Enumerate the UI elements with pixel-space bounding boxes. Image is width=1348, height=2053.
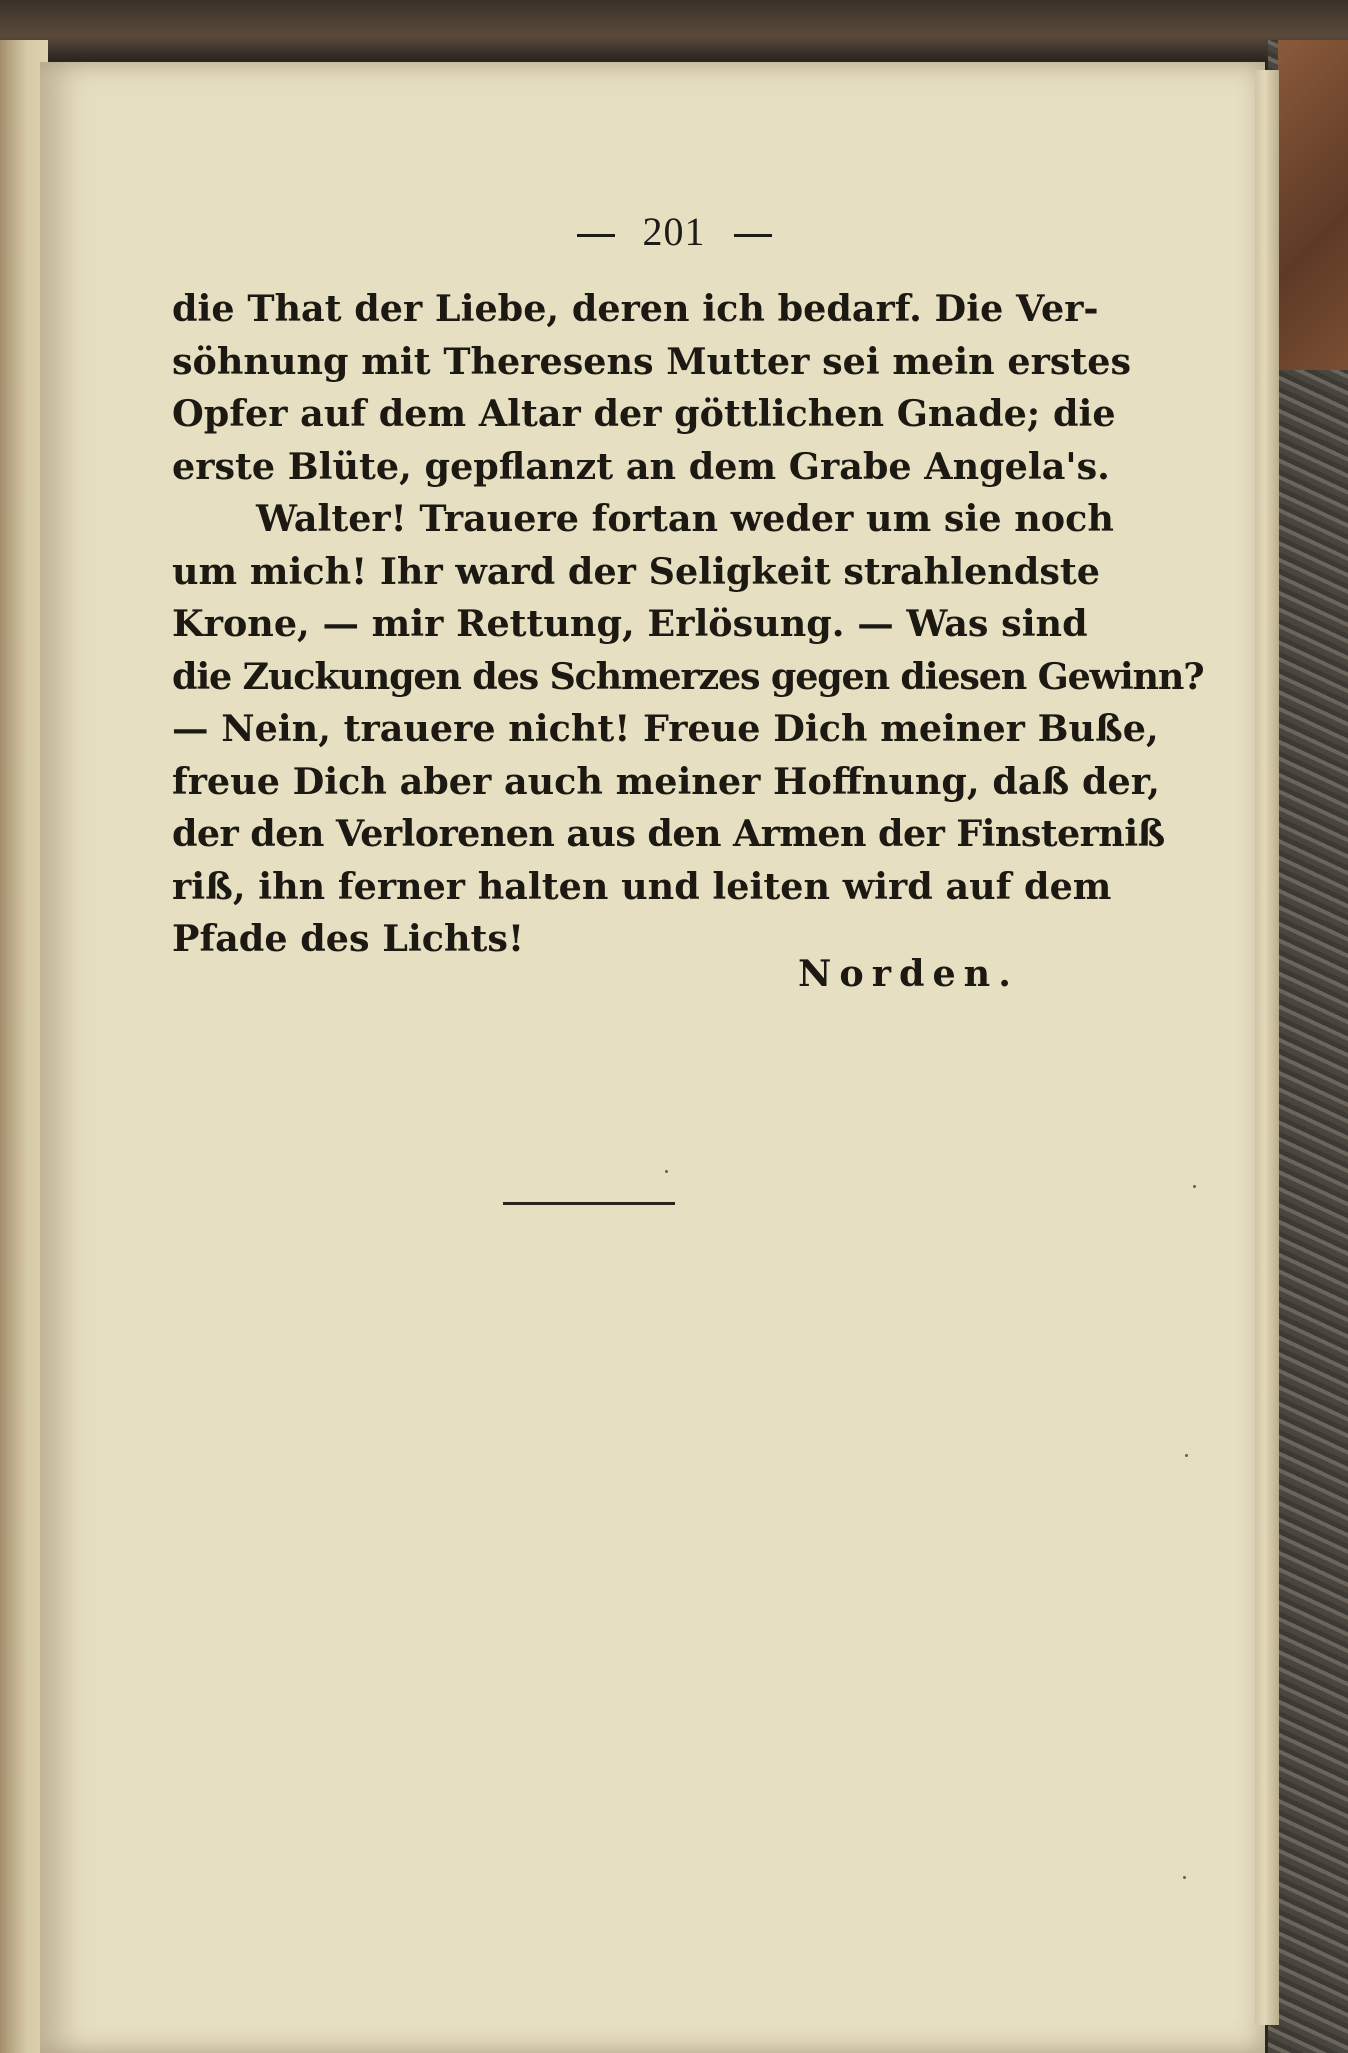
signature: Norden. [798, 952, 1019, 995]
page-number: 201 [642, 209, 706, 254]
page-edge [1255, 70, 1279, 2025]
body-text [172, 283, 1204, 966]
paper-speck [1183, 1876, 1186, 1879]
text-line: Walter! Trauere fortan weder um sie noch [256, 497, 1114, 540]
section-end-rule [503, 1202, 675, 1205]
book-cover-top [0, 0, 1348, 60]
text-line: Krone, — mir Rettung, Erlösung. — Was sind [172, 602, 1088, 645]
header-dash-left [577, 234, 615, 237]
text-line: die Zuckungen des Schmerzes gegen diesen Gewinn? [172, 654, 1204, 698]
page-header [0, 208, 1348, 255]
paper-speck [1185, 1454, 1188, 1457]
paper-speck [665, 1170, 668, 1173]
text-line: Opfer auf dem Altar der göttlichen Gnade; die [172, 392, 1116, 435]
paper-speck [1193, 1185, 1196, 1188]
book-cover-leather-corner [1278, 40, 1348, 370]
text-line: der den Verlorenen aus den Armen der Finsterniß [172, 812, 1165, 855]
text-line: Pfade des Lichts! [172, 917, 524, 960]
header-dash-right [734, 234, 772, 237]
text-line: söhnung mit Theresens Mutter sei mein erstes [172, 339, 1132, 383]
text-line: die That der Liebe, deren ich bedarf. Die Ver- [172, 287, 1099, 330]
text-line: erste Blüte, gepflanzt an dem Grabe Angela's. [172, 444, 1110, 488]
text-line: — Nein, trauere nicht! Freue Dich meiner Buße, [172, 707, 1159, 750]
text-line: riß, ihn ferner halten und leiten wird auf dem [172, 864, 1112, 908]
text-line: um mich! Ihr ward der Seligkeit strahlendste [172, 549, 1100, 593]
text-line: freue Dich aber auch meiner Hoffnung, daß der, [172, 759, 1160, 803]
